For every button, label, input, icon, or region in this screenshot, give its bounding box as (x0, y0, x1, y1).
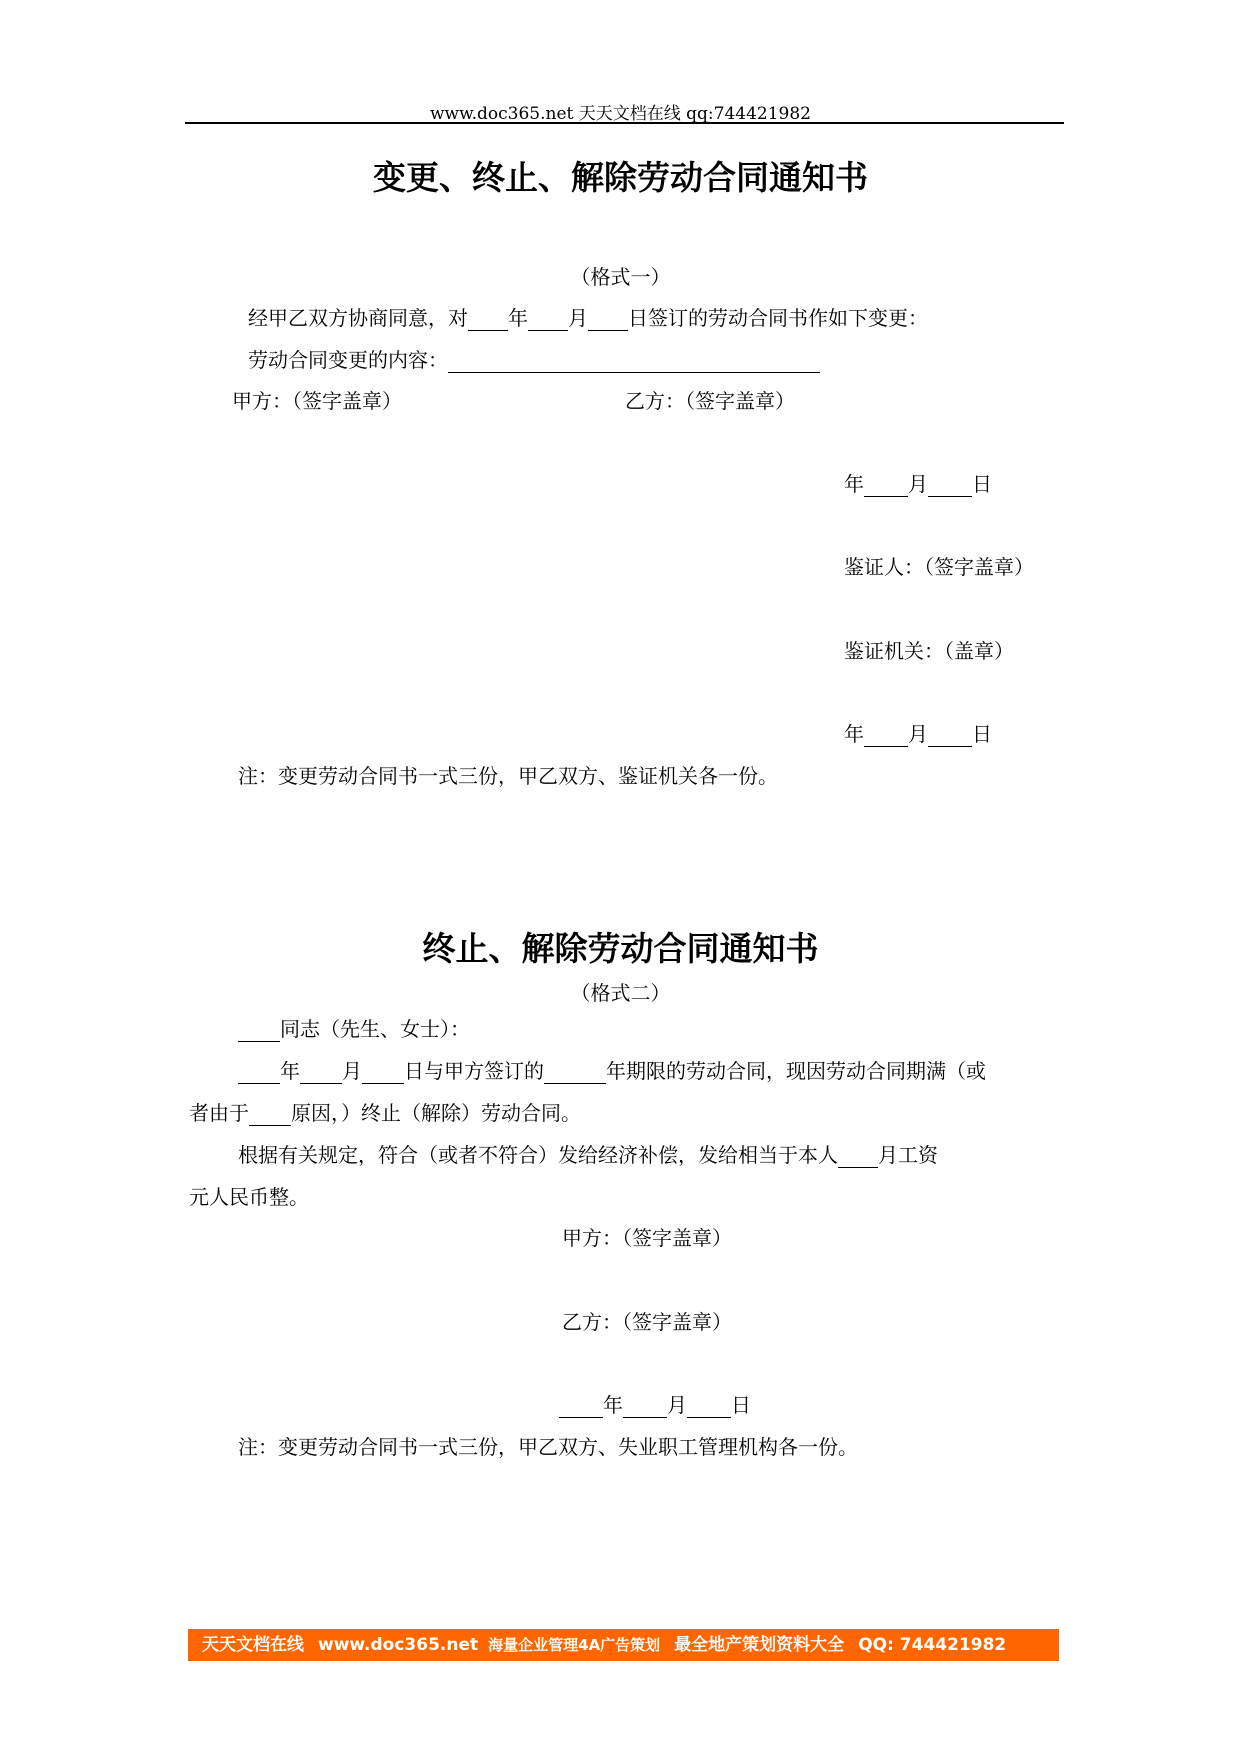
day-blank (928, 725, 972, 747)
form1-date2 (844, 718, 992, 747)
form1-title: 变更、终止、解除劳动合同通知书 (373, 158, 868, 197)
content-blank (448, 351, 820, 373)
name-blank (238, 1020, 280, 1042)
footer-brand: 天天文档在线 (202, 1635, 304, 1655)
form1-intro (248, 302, 928, 331)
month-label: 月 (908, 472, 928, 496)
form2-date (559, 1389, 751, 1418)
month-blank (528, 309, 568, 331)
form1-date1 (844, 468, 992, 497)
form1-authority: 鉴证机关：（盖章） (844, 639, 1014, 663)
form1-party-a: 甲方：（签字盖章） (232, 389, 402, 413)
form2-salutation (238, 1013, 470, 1042)
footer-url[interactable]: www.doc365.net (318, 1635, 479, 1655)
year-label: 年 (844, 722, 864, 746)
year-label: 年 (280, 1059, 300, 1083)
month-blank (864, 725, 908, 747)
form1-intro-tail: 日签订的劳动合同书作如下变更： (628, 306, 928, 330)
salutation-text: 同志（先生、女士）： (280, 1017, 470, 1041)
form2-title: 终止、解除劳动合同通知书 (422, 929, 819, 968)
form2-party-a: 甲方：（签字盖章） (562, 1226, 732, 1250)
form2-para1 (238, 1055, 986, 1084)
form1-intro-text: 经甲乙双方协商同意，对 (248, 306, 468, 330)
para2-text: 根据有关规定，符合（或者不符合）发给经济补偿，发给相当于本人 (238, 1143, 838, 1167)
form1-note: 注：变更劳动合同书一式三份，甲乙双方、鉴证机关各一份。 (238, 764, 778, 788)
day-label: 日 (972, 472, 992, 496)
header-rule (185, 122, 1064, 124)
month-blank (864, 475, 908, 497)
footer-slogan-2: 最全地产策划资料大全 (674, 1635, 845, 1655)
months-blank (838, 1146, 878, 1168)
para1-text: 日与甲方签订的 (404, 1059, 544, 1083)
day-blank (928, 475, 972, 497)
year-blank (468, 309, 508, 331)
page-header-text: www.doc365.net 天天文档在线 qq:744421982 (429, 104, 811, 124)
para1-tail: 年期限的劳动合同，现因劳动合同期满（或 (606, 1059, 986, 1083)
term-blank (544, 1062, 606, 1084)
year-blank (559, 1396, 603, 1418)
footer-banner (188, 1629, 1059, 1661)
month-blank (300, 1062, 342, 1084)
footer-qq: QQ: 744421982 (858, 1635, 1007, 1655)
year-label: 年 (844, 472, 864, 496)
form1-subtitle: （格式一） (570, 265, 671, 289)
day-label: 日 (972, 722, 992, 746)
month-label: 月 (342, 1059, 362, 1083)
year-label: 年 (508, 306, 528, 330)
form2-subtitle: （格式二） (570, 981, 671, 1005)
reason-blank (249, 1104, 291, 1126)
day-blank (588, 309, 628, 331)
form2-para2 (238, 1139, 938, 1168)
day-label: 日 (731, 1393, 751, 1417)
year-blank (238, 1062, 280, 1084)
month-label: 月 (667, 1393, 687, 1417)
day-blank (687, 1396, 731, 1418)
footer-slogan-1: 海量企业管理4A广告策划 (488, 1636, 661, 1654)
day-blank (362, 1062, 404, 1084)
month-label: 月 (908, 722, 928, 746)
para1b-text: 者由于 (189, 1101, 249, 1125)
month-label: 月 (568, 306, 588, 330)
form2-note: 注：变更劳动合同书一式三份，甲乙双方、失业职工管理机构各一份。 (238, 1435, 858, 1459)
form1-party-b: 乙方：（签字盖章） (625, 389, 795, 413)
form2-party-b: 乙方：（签字盖章） (562, 1310, 732, 1334)
form2-para2-cont: 元人民币整。 (189, 1185, 309, 1209)
para1b-tail: 原因，）终止（解除）劳动合同。 (291, 1101, 581, 1125)
form2-para1-cont (189, 1097, 581, 1126)
year-label: 年 (603, 1393, 623, 1417)
para2-tail: 月工资 (878, 1143, 938, 1167)
form1-content-row (248, 344, 820, 373)
month-blank (623, 1396, 667, 1418)
form1-witness: 鉴证人：（签字盖章） (844, 555, 1034, 579)
content-label: 劳动合同变更的内容： (248, 348, 448, 372)
